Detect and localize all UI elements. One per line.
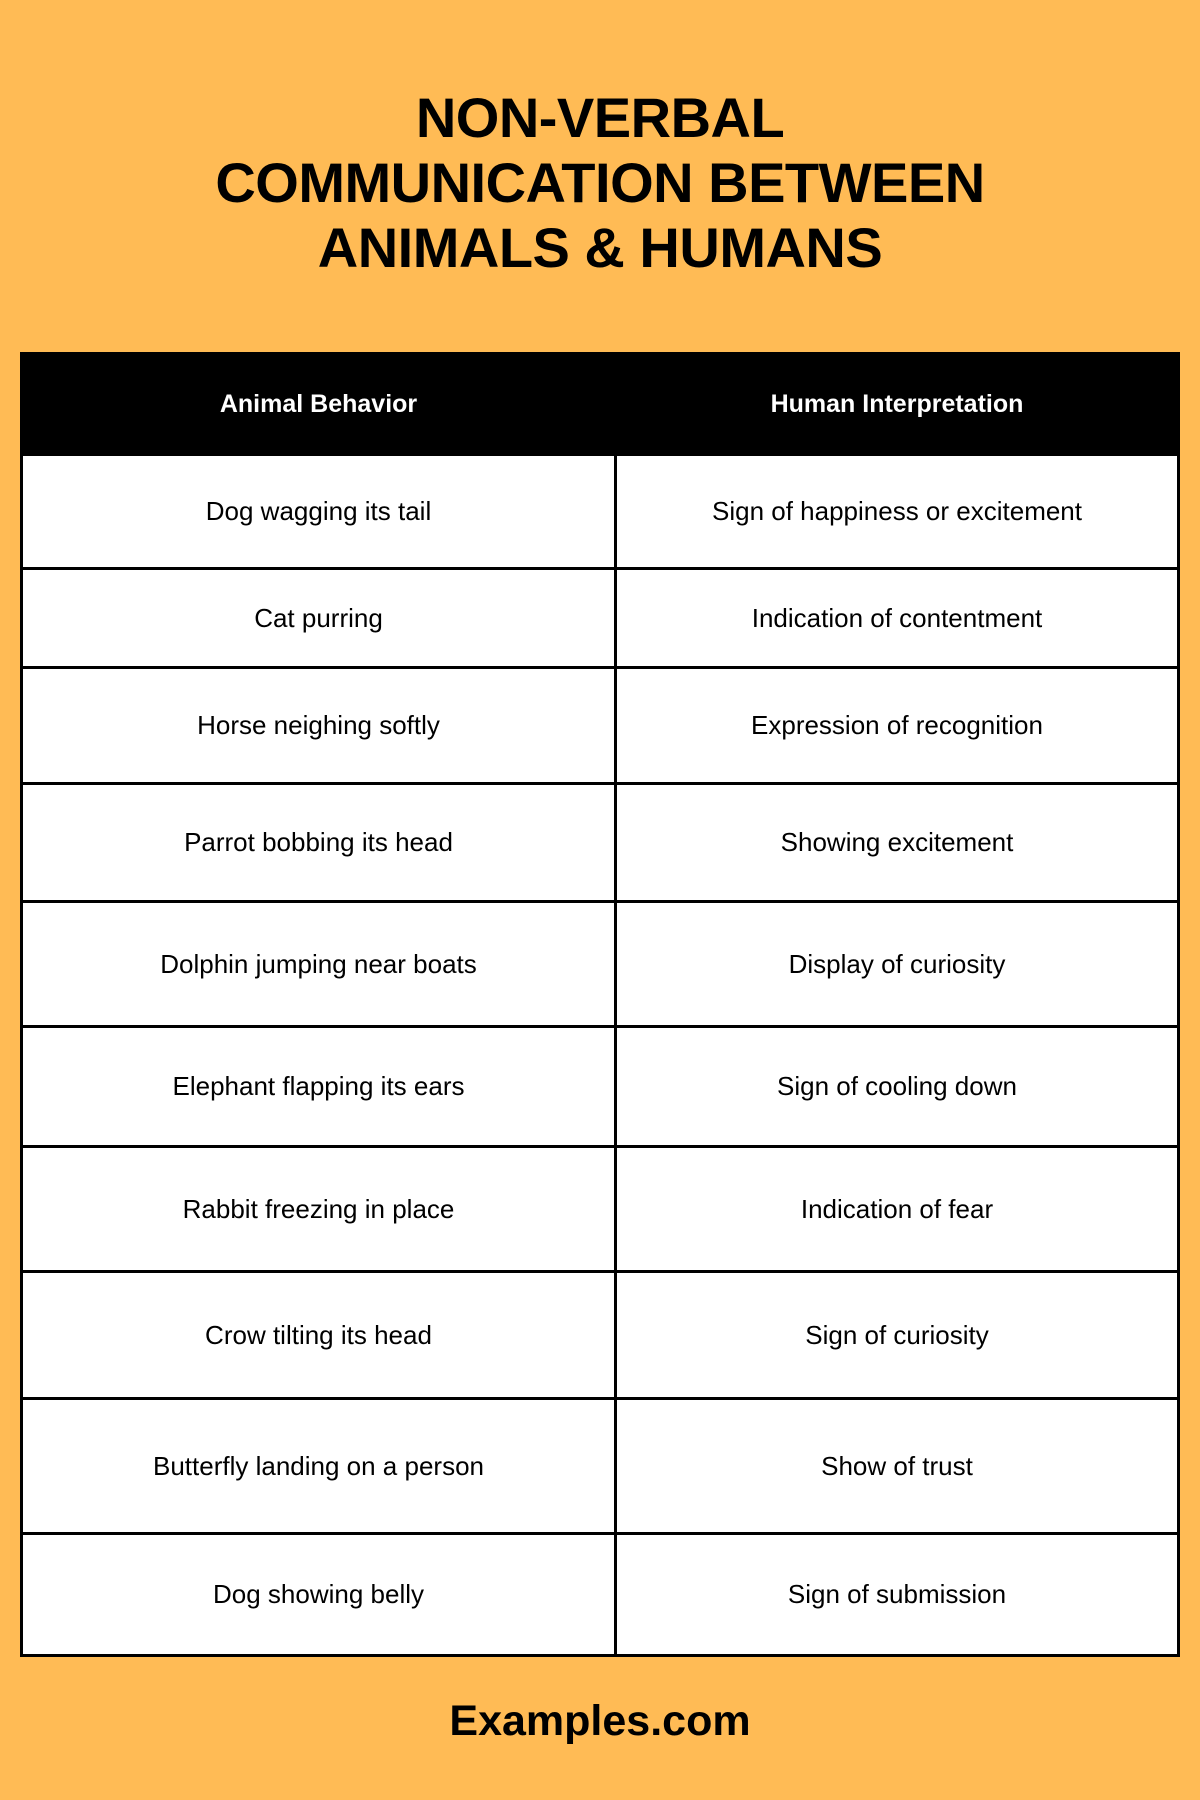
table-cell-interpretation: Sign of happiness or excitement [617,453,1177,567]
table-cell-interpretation: Sign of curiosity [617,1270,1177,1397]
title-line-2: COMMUNICATION BETWEEN [215,151,985,214]
table-cell-behavior: Dog wagging its tail [23,453,617,567]
table-cell-behavior: Parrot bobbing its head [23,782,617,900]
title-line-3: ANIMALS & HUMANS [317,216,883,279]
comparison-table [20,352,1180,1657]
table-cell-behavior: Dog showing belly [23,1532,617,1654]
column-header-animal-behavior: Animal Behavior [23,355,617,453]
column-header-human-interpretation: Human Interpretation [617,355,1177,453]
table-cell-interpretation: Display of curiosity [617,900,1177,1025]
page-title [0,85,1200,280]
table-cell-behavior: Crow tilting its head [23,1270,617,1397]
table-cell-interpretation: Show of trust [617,1397,1177,1532]
table-cell-behavior: Rabbit freezing in place [23,1145,617,1270]
table-cell-interpretation: Indication of contentment [617,567,1177,666]
table-cell-interpretation: Indication of fear [617,1145,1177,1270]
table-cell-behavior: Dolphin jumping near boats [23,900,617,1025]
table-cell-behavior: Elephant flapping its ears [23,1025,617,1145]
table-cell-interpretation: Sign of submission [617,1532,1177,1654]
title-line-1: NON-VERBAL [415,86,785,149]
table-cell-interpretation: Expression of recognition [617,666,1177,782]
table-cell-behavior: Cat purring [23,567,617,666]
table-cell-behavior: Horse neighing softly [23,666,617,782]
table-cell-interpretation: Showing excitement [617,782,1177,900]
table-cell-interpretation: Sign of cooling down [617,1025,1177,1145]
footer-brand: Examples.com [449,1697,751,1745]
table-cell-behavior: Butterfly landing on a person [23,1397,617,1532]
